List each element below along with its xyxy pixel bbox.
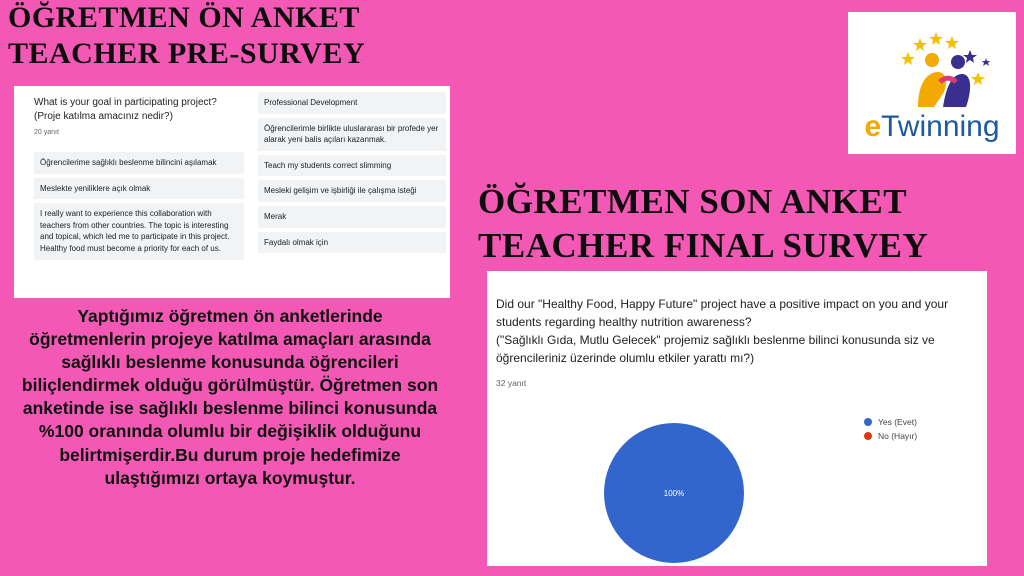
logo-word: Twinning <box>881 110 1000 143</box>
legend-swatch-yes <box>864 418 872 426</box>
pre-survey-response-count: 20 yanıt <box>34 129 59 136</box>
answer-item: Meslekte yeniliklere açık olmak <box>34 178 244 200</box>
final-survey-response-count: 32 yanıt <box>496 378 527 388</box>
etwinning-wordmark <box>848 110 1016 144</box>
answer-item: Merak <box>258 206 446 228</box>
etwinning-logo <box>848 12 1016 154</box>
pre-survey-heading-line2: TEACHER PRE-SURVEY <box>8 37 366 70</box>
answer-item: Öğrencilerime sağlıklı beslenme bilincini aşılamak <box>34 152 244 174</box>
final-survey-card <box>487 271 987 566</box>
legend-item-no <box>864 431 917 441</box>
pie-chart <box>602 421 782 566</box>
answer-item: Öğrencilerimle birlikte uluslararası bir profede yer alarak yeni balis açıları kazanmak. <box>258 118 446 151</box>
pre-survey-heading <box>8 0 365 72</box>
pre-survey-question: What is your goal in participating project? (Proje katılma amacınız nedir?) <box>34 97 217 122</box>
pre-survey-answers-left <box>34 152 244 260</box>
pre-survey-answers-right <box>258 92 446 253</box>
pie-data-label: 100% <box>663 489 685 498</box>
answer-item: I really want to experience this collaboration with teachers from other countries. The topic is interesting and topical, which led me to participate in this project. Healthy food must become a priority for each of us. <box>34 203 244 259</box>
legend-label-yes: Yes (Evet) <box>878 417 917 427</box>
summary-text: Yaptığımız öğretmen ön anketlerinde öğretmenlerin projeye katılma amaçları arasında sağlıklı beslenme konusunda öğrencileri biliçlendirmek olduğu görülmüştür. Öğretmen son anketinde ise sağlıklı beslenme bilinci konusunda %100 oranında olumlu bir değişiklik olduğunu belirtmişerdir.Bu durum proje hedefimize ulaştığımızı ortaya koymuştur. <box>21 306 439 488</box>
pre-survey-card <box>14 86 450 298</box>
answer-item: Faydalı olmak için <box>258 232 446 254</box>
etwinning-figures-icon <box>848 12 1016 112</box>
logo-letter-e: e <box>864 110 882 143</box>
answer-item: Mesleki gelişim ve işbirliği ile çalışma isteği <box>258 180 446 202</box>
final-survey-heading <box>478 180 928 268</box>
pre-survey-heading-line1: ÖĞRETMEN ÖN ANKET <box>8 1 360 34</box>
final-survey-heading-line2: TEACHER FINAL SURVEY <box>478 225 929 265</box>
final-survey-heading-line1: ÖĞRETMEN SON ANKET <box>478 182 908 221</box>
final-survey-question: Did our "Healthy Food, Happy Future" project have a positive impact on you and your students regarding healthy nutrition awareness? ("Sağlıklı Gıda, Mutlu Gelecek" projemiz sağlıklı beslenme bilinci konusunda siz ve öğrencileriniz üzerinde olumlu etkiler yarattı mı?) <box>496 297 949 365</box>
answer-item: Teach my students correct slimming <box>258 155 446 177</box>
answer-item: Professional Development <box>258 92 446 114</box>
legend-label-no: No (Hayır) <box>878 431 918 441</box>
legend-swatch-no <box>864 432 872 440</box>
legend-item-yes <box>864 417 917 427</box>
chart-legend <box>864 417 917 445</box>
